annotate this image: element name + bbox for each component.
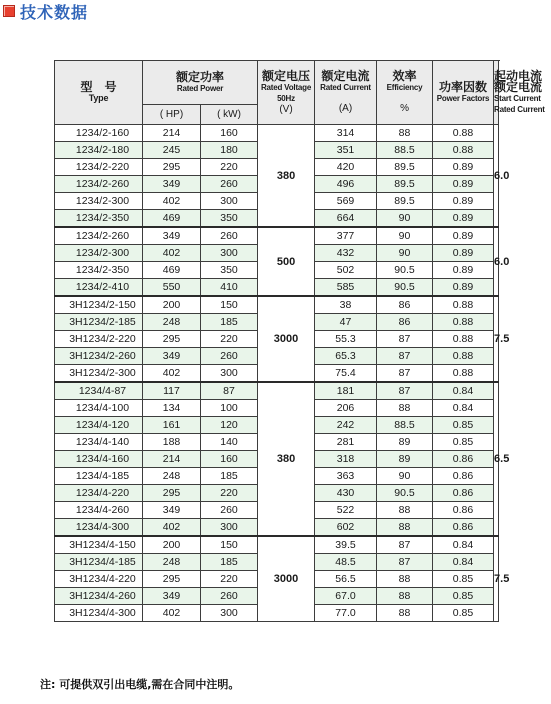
cell-kw: 260	[201, 502, 258, 519]
cell-hp: 349	[143, 227, 201, 245]
cell-start-ratio: 7.5	[494, 296, 499, 382]
cell-current: 602	[315, 519, 377, 537]
cell-kw: 300	[201, 245, 258, 262]
cell-current: 75.4	[315, 365, 377, 383]
cell-hp: 349	[143, 588, 201, 605]
cell-voltage: 380	[258, 125, 315, 228]
cell-hp: 200	[143, 536, 201, 554]
cell-kw: 260	[201, 227, 258, 245]
cell-current: 377	[315, 227, 377, 245]
cell-power-factor: 0.86	[433, 502, 494, 519]
cell-power-factor: 0.84	[433, 554, 494, 571]
cell-power-factor: 0.85	[433, 605, 494, 622]
cell-efficiency: 88	[377, 605, 433, 622]
cell-type: 1234/2-350	[55, 262, 143, 279]
cell-type: 3H1234/4-220	[55, 571, 143, 588]
hp-unit-header: ( HP)	[143, 105, 201, 125]
cell-hp: 402	[143, 605, 201, 622]
cell-efficiency: 88	[377, 571, 433, 588]
cell-current: 496	[315, 176, 377, 193]
cell-efficiency: 90.5	[377, 279, 433, 297]
cell-kw: 350	[201, 262, 258, 279]
cell-efficiency: 88	[377, 519, 433, 537]
cell-kw: 180	[201, 142, 258, 159]
cell-efficiency: 88.5	[377, 142, 433, 159]
cell-hp: 245	[143, 142, 201, 159]
cell-current: 38	[315, 296, 377, 314]
cell-current: 39.5	[315, 536, 377, 554]
rated-current-header: 额定电流 Rated Current (A)	[315, 61, 377, 125]
cell-current: 664	[315, 210, 377, 228]
cell-power-factor: 0.88	[433, 331, 494, 348]
cell-current: 206	[315, 400, 377, 417]
cell-efficiency: 90	[377, 210, 433, 228]
cell-hp: 402	[143, 193, 201, 210]
cell-current: 432	[315, 245, 377, 262]
cell-kw: 260	[201, 176, 258, 193]
power-factor-header: 功率因数 Power Factors	[433, 61, 494, 125]
cell-start-ratio: 6.0	[494, 125, 499, 228]
cell-voltage: 380	[258, 382, 315, 536]
spec-table	[54, 60, 545, 622]
cell-type: 1234/2-260	[55, 227, 143, 245]
rated-voltage-header: 额定电压 Rated Voltage 50Hz (V)	[258, 61, 315, 125]
cell-power-factor: 0.88	[433, 125, 494, 142]
cell-type: 3H1234/2-220	[55, 331, 143, 348]
cell-kw: 220	[201, 159, 258, 176]
cell-efficiency: 89	[377, 434, 433, 451]
cell-voltage: 500	[258, 227, 315, 296]
cell-hp: 469	[143, 262, 201, 279]
cell-hp: 349	[143, 176, 201, 193]
cell-hp: 402	[143, 365, 201, 383]
cell-kw: 260	[201, 348, 258, 365]
cell-kw: 140	[201, 434, 258, 451]
cell-type: 1234/2-160	[55, 125, 143, 142]
cell-kw: 160	[201, 451, 258, 468]
cell-power-factor: 0.85	[433, 588, 494, 605]
cell-kw: 87	[201, 382, 258, 400]
cell-current: 430	[315, 485, 377, 502]
start-current-header: 起动电流 额定电流 Start Current Rated Current	[494, 61, 499, 125]
cell-power-factor: 0.88	[433, 314, 494, 331]
cell-hp: 295	[143, 159, 201, 176]
cell-efficiency: 86	[377, 314, 433, 331]
cell-hp: 248	[143, 468, 201, 485]
cell-efficiency: 90	[377, 468, 433, 485]
cell-type: 1234/2-300	[55, 245, 143, 262]
cell-kw: 160	[201, 125, 258, 142]
cell-current: 181	[315, 382, 377, 400]
cell-type: 1234/2-180	[55, 142, 143, 159]
cell-power-factor: 0.89	[433, 279, 494, 297]
efficiency-header: 效率 Efficiency %	[377, 61, 433, 125]
cell-hp: 550	[143, 279, 201, 297]
cell-type: 1234/4-185	[55, 468, 143, 485]
cell-hp: 349	[143, 348, 201, 365]
cell-efficiency: 87	[377, 348, 433, 365]
cell-power-factor: 0.88	[433, 142, 494, 159]
cell-power-factor: 0.89	[433, 193, 494, 210]
cell-kw: 300	[201, 519, 258, 537]
cell-current: 56.5	[315, 571, 377, 588]
footnote: 注: 可提供双引出电缆,需在合同中注明。	[40, 678, 240, 691]
cell-efficiency: 88	[377, 125, 433, 142]
cell-type: 3H1234/2-150	[55, 296, 143, 314]
cell-type: 1234/2-350	[55, 210, 143, 228]
table-row	[55, 536, 499, 554]
cell-type: 3H1234/4-260	[55, 588, 143, 605]
cell-power-factor: 0.89	[433, 262, 494, 279]
cell-efficiency: 90	[377, 245, 433, 262]
cell-type: 1234/4-300	[55, 519, 143, 537]
cell-hp: 117	[143, 382, 201, 400]
cell-power-factor: 0.86	[433, 519, 494, 537]
cell-kw: 220	[201, 485, 258, 502]
cell-type: 3H1234/4-300	[55, 605, 143, 622]
cell-current: 47	[315, 314, 377, 331]
cell-power-factor: 0.88	[433, 348, 494, 365]
cell-current: 585	[315, 279, 377, 297]
cell-type: 1234/2-260	[55, 176, 143, 193]
cell-kw: 120	[201, 417, 258, 434]
cell-type: 1234/4-140	[55, 434, 143, 451]
cell-type: 1234/4-100	[55, 400, 143, 417]
cell-power-factor: 0.89	[433, 245, 494, 262]
cell-efficiency: 90.5	[377, 485, 433, 502]
cell-efficiency: 90	[377, 227, 433, 245]
cell-kw: 100	[201, 400, 258, 417]
cell-kw: 185	[201, 554, 258, 571]
cell-efficiency: 87	[377, 331, 433, 348]
section-heading	[0, 0, 88, 22]
cell-start-ratio: 6.5	[494, 382, 499, 536]
cell-efficiency: 89.5	[377, 176, 433, 193]
cell-hp: 469	[143, 210, 201, 228]
cell-power-factor: 0.89	[433, 227, 494, 245]
cell-kw: 185	[201, 468, 258, 485]
cell-hp: 200	[143, 296, 201, 314]
table-row	[55, 125, 499, 142]
cell-current: 48.5	[315, 554, 377, 571]
cell-hp: 295	[143, 331, 201, 348]
cell-efficiency: 87	[377, 382, 433, 400]
cell-current: 363	[315, 468, 377, 485]
cell-type: 3H1234/2-185	[55, 314, 143, 331]
section-title: 技术数据	[20, 2, 89, 22]
cell-power-factor: 0.86	[433, 485, 494, 502]
cell-type: 3H1234/2-260	[55, 348, 143, 365]
cell-efficiency: 88.5	[377, 417, 433, 434]
cell-hp: 134	[143, 400, 201, 417]
cell-power-factor: 0.86	[433, 451, 494, 468]
cell-kw: 350	[201, 210, 258, 228]
cell-current: 522	[315, 502, 377, 519]
cell-power-factor: 0.89	[433, 176, 494, 193]
cell-type: 3H1234/4-150	[55, 536, 143, 554]
table-row	[55, 227, 499, 245]
cell-kw: 300	[201, 193, 258, 210]
cell-kw: 410	[201, 279, 258, 297]
cell-start-ratio: 6.0	[494, 227, 499, 296]
type-header: 型 号 Type	[55, 61, 143, 125]
cell-voltage: 3000	[258, 536, 315, 622]
cell-efficiency: 90.5	[377, 262, 433, 279]
cell-power-factor: 0.89	[433, 210, 494, 228]
cell-current: 502	[315, 262, 377, 279]
cell-current: 65.3	[315, 348, 377, 365]
cell-type: 1234/2-300	[55, 193, 143, 210]
spec-table-body	[55, 125, 510, 622]
cell-hp: 248	[143, 554, 201, 571]
cell-kw: 150	[201, 296, 258, 314]
cell-power-factor: 0.84	[433, 382, 494, 400]
cell-power-factor: 0.85	[433, 434, 494, 451]
kw-unit-header: ( kW)	[201, 105, 258, 125]
cell-power-factor: 0.85	[433, 571, 494, 588]
cell-type: 1234/4-260	[55, 502, 143, 519]
cell-power-factor: 0.84	[433, 400, 494, 417]
cell-efficiency: 87	[377, 554, 433, 571]
cell-start-ratio: 7.5	[494, 536, 499, 622]
cell-type: 1234/4-87	[55, 382, 143, 400]
cell-current: 318	[315, 451, 377, 468]
cell-hp: 295	[143, 485, 201, 502]
cell-current: 55.3	[315, 331, 377, 348]
cell-efficiency: 89.5	[377, 193, 433, 210]
table-row	[55, 382, 499, 400]
cell-type: 3H1234/4-185	[55, 554, 143, 571]
rated-power-header: 额定功率 Rated Power	[143, 61, 258, 105]
cell-current: 242	[315, 417, 377, 434]
cell-power-factor: 0.84	[433, 536, 494, 554]
cell-hp: 349	[143, 502, 201, 519]
cell-kw: 185	[201, 314, 258, 331]
cell-power-factor: 0.86	[433, 468, 494, 485]
cell-efficiency: 88	[377, 502, 433, 519]
cell-kw: 260	[201, 588, 258, 605]
cell-type: 1234/2-220	[55, 159, 143, 176]
cell-power-factor: 0.89	[433, 159, 494, 176]
cell-power-factor: 0.88	[433, 365, 494, 383]
cell-current: 420	[315, 159, 377, 176]
cell-type: 1234/4-120	[55, 417, 143, 434]
cell-efficiency: 89	[377, 451, 433, 468]
cell-hp: 161	[143, 417, 201, 434]
cell-type: 1234/4-160	[55, 451, 143, 468]
cell-efficiency: 87	[377, 536, 433, 554]
cell-kw: 150	[201, 536, 258, 554]
cell-efficiency: 89.5	[377, 159, 433, 176]
cell-current: 569	[315, 193, 377, 210]
cell-hp: 214	[143, 125, 201, 142]
cell-current: 281	[315, 434, 377, 451]
cell-type: 3H1234/2-300	[55, 365, 143, 383]
cell-current: 314	[315, 125, 377, 142]
cell-power-factor: 0.88	[433, 296, 494, 314]
cell-hp: 214	[143, 451, 201, 468]
cell-kw: 220	[201, 331, 258, 348]
cell-type: 1234/2-410	[55, 279, 143, 297]
cell-hp: 295	[143, 571, 201, 588]
cell-power-factor: 0.85	[433, 417, 494, 434]
cell-current: 351	[315, 142, 377, 159]
cell-efficiency: 88	[377, 588, 433, 605]
cell-efficiency: 86	[377, 296, 433, 314]
table-row	[55, 296, 499, 314]
cell-efficiency: 87	[377, 365, 433, 383]
cell-hp: 248	[143, 314, 201, 331]
cell-kw: 300	[201, 365, 258, 383]
cell-current: 77.0	[315, 605, 377, 622]
cell-kw: 300	[201, 605, 258, 622]
cell-kw: 220	[201, 571, 258, 588]
cell-hp: 402	[143, 245, 201, 262]
cell-type: 1234/4-220	[55, 485, 143, 502]
section-marker-icon	[3, 5, 15, 17]
cell-hp: 402	[143, 519, 201, 537]
cell-current: 67.0	[315, 588, 377, 605]
cell-efficiency: 88	[377, 400, 433, 417]
cell-hp: 188	[143, 434, 201, 451]
cell-voltage: 3000	[258, 296, 315, 382]
